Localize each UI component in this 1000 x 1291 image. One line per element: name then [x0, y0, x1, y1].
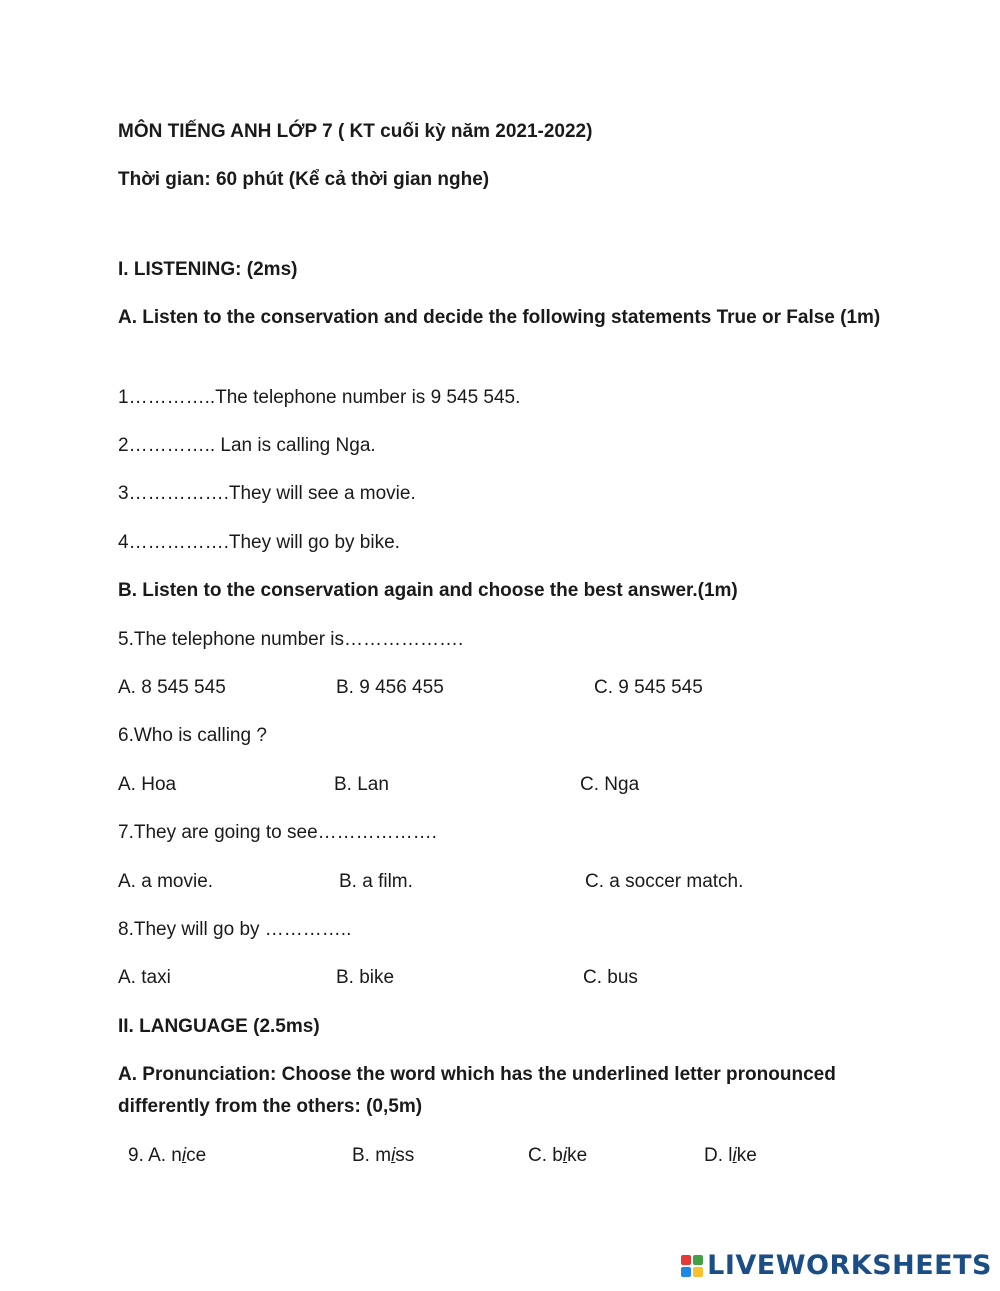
logo-text: LIVEWORKSHEETS: [707, 1250, 992, 1281]
liveworksheets-logo[interactable]: [681, 1250, 992, 1281]
q5-option-b: B. 9 456 455: [336, 677, 444, 698]
statement-2: 2………….. Lan is calling Nga.: [118, 435, 376, 456]
statement-1: 1…………..The telephone number is 9 545 545.: [118, 387, 521, 408]
q9-a-underlined: i: [181, 1145, 187, 1166]
q9-b-prefix: B. m: [352, 1145, 392, 1166]
q8-option-a: A. taxi: [118, 967, 171, 988]
q7-option-c: C. a soccer match.: [585, 871, 744, 892]
part-b-instruction: B. Listen to the conservation again and choose the best answer.(1m): [118, 580, 738, 601]
question-8: 8.They will go by …………..: [118, 919, 352, 940]
q9-option-c: [528, 1140, 587, 1172]
q7-option-a: A. a movie.: [118, 871, 214, 892]
page-title: MÔN TIẾNG ANH LỚP 7 ( KT cuối kỳ năm 2021-2022): [118, 121, 593, 142]
q8-option-c: C. bus: [583, 967, 638, 988]
time-info: Thời gian: 60 phút (Kể cả thời gian nghe): [118, 169, 490, 190]
part-a-instruction: A. Listen to the conservation and decide the following statements True or False (1m): [118, 307, 881, 328]
q9-option-d: [704, 1140, 757, 1172]
q9-c-suffix: ke: [567, 1145, 588, 1166]
logo-square-l: [681, 1255, 691, 1265]
q5-option-c: C. 9 545 545: [594, 677, 703, 698]
q6-option-c: C. Nga: [580, 774, 640, 795]
listening-heading: I. LISTENING: (2ms): [118, 259, 298, 280]
q7-option-b: B. a film.: [339, 871, 413, 892]
q6-option-b: B. Lan: [334, 774, 389, 795]
question-6: 6.Who is calling ?: [118, 725, 267, 746]
q9-option-b: [352, 1140, 414, 1172]
logo-square-e: [693, 1267, 703, 1277]
q6-option-a: A. Hoa: [118, 774, 177, 795]
q9-a-prefix: 9. A. n: [128, 1145, 182, 1166]
q9-a-suffix: ce: [186, 1145, 207, 1166]
q9-c-prefix: C. b: [528, 1145, 563, 1166]
q9-c-underlined: i: [562, 1145, 568, 1166]
statement-4: 4…………….They will go by bike.: [118, 532, 400, 553]
q8-option-b: B. bike: [336, 967, 395, 988]
logo-square-v: [681, 1267, 691, 1277]
question-7: 7.They are going to see……………….: [118, 822, 437, 843]
q9-d-suffix: ke: [736, 1145, 757, 1166]
q5-option-a: A. 8 545 545: [118, 677, 226, 698]
q9-d-prefix: D. l: [704, 1145, 733, 1166]
q9-option-a: [128, 1140, 206, 1172]
pronunciation-instruction: A. Pronunciation: Choose the word which has the underlined letter pronounced differently from the others: (0,5m): [118, 1064, 836, 1117]
logo-square-i: [693, 1255, 703, 1265]
statement-3: 3…………….They will see a movie.: [118, 483, 416, 504]
q9-b-suffix: ss: [395, 1145, 415, 1166]
liveworksheets-mark-icon: [681, 1255, 703, 1277]
language-heading: II. LANGUAGE (2.5ms): [118, 1016, 320, 1037]
q9-d-underlined: i: [732, 1145, 737, 1166]
question-5: 5.The telephone number is……………….: [118, 629, 464, 650]
q9-b-underlined: i: [391, 1145, 396, 1166]
